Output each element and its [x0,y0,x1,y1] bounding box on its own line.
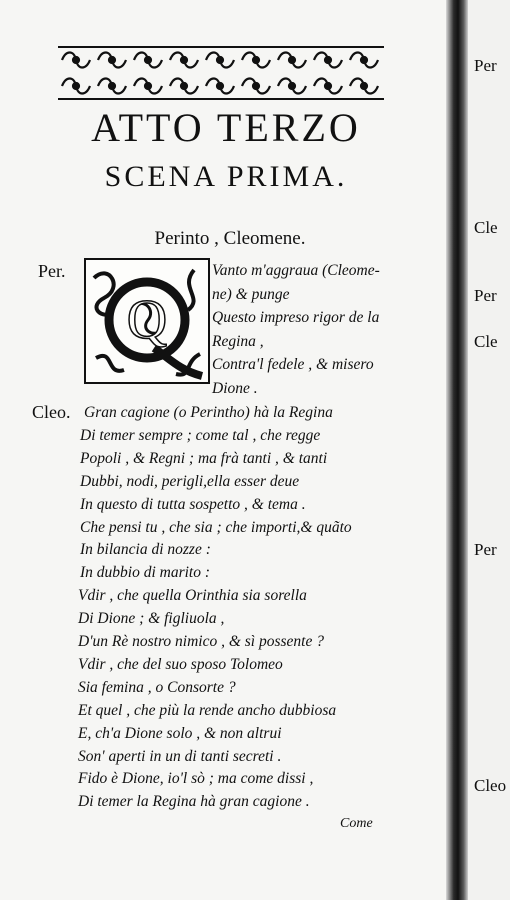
verse-line: Contra'l fedele , & misero [212,356,374,374]
verse-line: Gran cagione (o Perintho) hà la Regina [84,404,333,421]
verse-line: ne) & punge [212,285,290,303]
ornament-dot [217,57,223,63]
verse-line: Vdir , che quella Orinthia sia sorella [78,587,307,605]
verse-line: Che pensi tu , che sia ; che importi,& quãto [80,518,352,536]
ornament-dot [253,83,259,89]
verse-line: Di temer sempre ; come tal , che regge [80,426,321,444]
ornament-dot [109,83,115,89]
ornament-dot [181,57,187,63]
verse-line: Vanto m'aggraua (Cleome- [212,262,380,279]
verse-line: In bilancia di nozze : [80,541,211,559]
scene-title: SCENA PRIMA. [104,160,348,193]
verse-line: Dione . [212,380,258,397]
verse-line: Fido è Dione, io'l sò ; ma come dissi , [78,770,314,788]
verse-line: In questo di tutta sospetto , & tema . [80,495,306,513]
facing-speaker-label: Per [474,56,497,75]
speaker-label: Per. [38,261,66,281]
facing-page [468,0,510,900]
ornament-dot [325,57,331,63]
ornament-dot [145,83,151,89]
drop-cap-letter: Q [126,289,168,351]
facing-speaker-label: Cleo [474,776,507,795]
verse-line: Popoli , & Regni ; ma frà tanti , & tanti [80,449,328,467]
ornament-dot [73,83,79,89]
verse-line: Di temer la Regina hà gran cagione . [78,793,310,811]
ornament-dot [289,57,295,63]
verse-line: Son' aperti in un di tanti secreti . [78,747,282,765]
ornament-dot [325,83,331,89]
act-title: ATTO TERZO [91,105,361,150]
ornament-dot [361,83,367,89]
verse-line: In dubbio di marito : [80,564,211,582]
verse-line: Vdir , che del suo sposo Tolomeo [78,655,283,673]
scene-characters: Perinto , Cleomene. [154,228,306,249]
ornament-dot [73,57,79,63]
speaker-label: Cleo. [32,402,71,422]
verse-line: D'un Rè nostro nimico , & sì possente ? [78,633,324,650]
verse-line: Sia femina , o Consorte ? [78,678,236,696]
ornament-band [58,46,384,100]
facing-speaker-label: Per [474,286,497,305]
verse-line: Questo impreso rigor de la [212,309,380,327]
catchword: Come [340,816,373,831]
facing-speaker-label: Cle [474,332,498,351]
drop-cap-q [84,258,210,384]
ornament-dot [289,83,295,89]
verse-line: Dubbi, nodi, perigli,ella esser deue [80,472,300,490]
ornament-dot [253,57,259,63]
verse-line: E, ch'a Dione solo , & non altrui [78,724,282,742]
ornament-dot [217,83,223,89]
facing-speaker-label: Cle [474,218,498,237]
ornament-dot [181,83,187,89]
ornament-dot [361,57,367,63]
verse-line: Et quel , che più la rende ancho dubbiosa [78,701,337,719]
verse-line: Regina , [212,332,264,350]
ornament-dot [109,57,115,63]
ornament-dot [145,57,151,63]
verse-line: Di Dione ; & figliuola , [78,610,225,628]
facing-speaker-label: Per [474,540,497,559]
book-gutter [446,0,468,900]
